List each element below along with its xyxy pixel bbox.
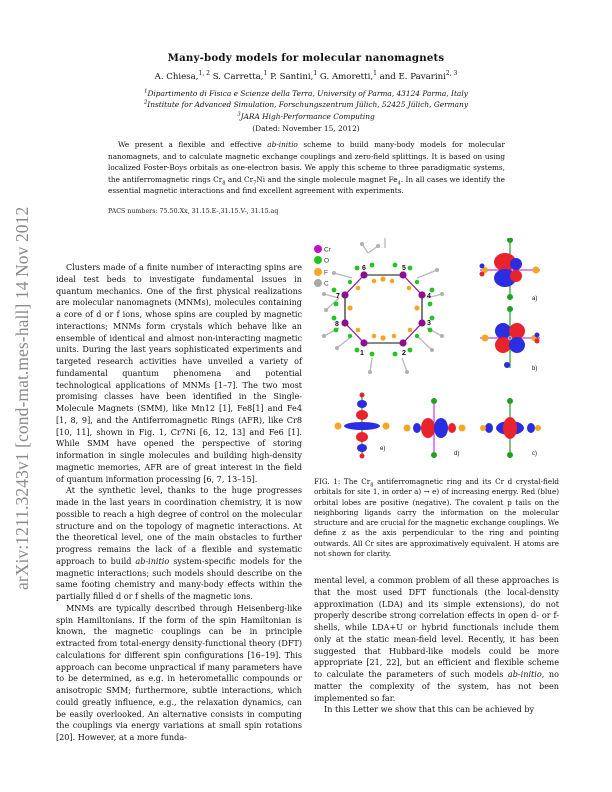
svg-text:2: 2 (402, 350, 406, 357)
author: and E. Pavarini$^{2, 3}$ (379, 70, 458, 82)
cr8-ring-orbitals-figure (312, 238, 558, 478)
author: P. Santini,$^1$ (270, 70, 318, 82)
paragraph: mental level, a common problem of all these approaches is that the most used DFT functionals (the local-density approximation (LDA) and its simple extensions), do not properly describe strong correlation effects in open d- or f-shells, while LDA+U or hybrid functionals include them only at the static mean-field level. Recently, it has been suggested that Hubbard-like models could be more appropriate [21, 22], but an efficient and flexible scheme to calculate the parameters of such models ab-initio, no matter the complexity of the system, has not been implemented so far. (314, 575, 559, 703)
panel-label-b: b) (532, 366, 538, 372)
paragraph: Clusters made of a finite number of interacting spins are ideal test beds to investigate fundamental issues in quantum mechanics. One of the first physical realizations are molecular nanomagnets (MNMs), molecules containing a core of d or f ions, whose spins are coupled by magnetic interactions; MNMs form crystals which behave like an ensemble of identical and almost non-interacting magnetic units. During the last years sophisticated experiments and targeted research activities have unveiled a variety of fundamental quantum phenomena and potential technological applications of MNMs [1–7]. The two most promising classes have been identified in the Single-Molecule Magnets (SMM), like Mn12 [1], Fe8[1] and Fe4 [1, 8, 9], and the Antiferromagnetic Rings (AFR), like Cr8 [10, 11], shown in Fig. 1, Cr7Ni [6, 12, 13] and Fe6 [1]. While SMM have opened the perspective of storing information in single molecules and building high-density magnetic memories, AFR are of great interest in the field of quantum information processing [6, 7, 13–15]. (56, 262, 302, 484)
svg-text:6: 6 (362, 265, 366, 272)
orbital-panel-a (480, 238, 541, 302)
legend-o: O (324, 257, 330, 265)
legend-cr: Cr (324, 246, 331, 254)
svg-text:7: 7 (336, 293, 340, 300)
pacs-numbers: PACS numbers: 75.50.Xx, 31.15.E-,31.15.V-, 31.15.aq (108, 208, 279, 215)
panel-label-e: e) (380, 446, 386, 452)
panel-label-a: a) (532, 296, 538, 302)
author: G. Amoretti,$^1$ (319, 70, 377, 82)
panel-label-d: d) (454, 451, 460, 457)
atom-legend (314, 245, 332, 288)
figure-1 (312, 238, 558, 478)
arxiv-identifier-stamp[interactable]: arXiv:1211.3243v1 [cond-mat.mes-hall] 14 Nov 2012 (12, 206, 32, 590)
paragraph: In this Letter we show that this can be achieved by (324, 704, 535, 715)
body-left-column (56, 262, 302, 744)
abstract: We present a flexible and effective ab-initio scheme to build many-body models for molecular nanomagnets, and to calculate magnetic exchange couplings and zero-field splittings. It is based on using localized Foster-Boys orbitals as one-electron basis. We apply this scheme to three paradigmatic systems, the antiferromagnetic rings $Cr_8$ and $Cr_7Ni$ and the single molecule magnet $Fe_4$. In all cases we identify the essential magnetic interactions and find excellent agreement with experiments. (108, 140, 505, 196)
svg-text:4: 4 (427, 293, 431, 300)
affiliation: $^2$Institute for Advanced Simulation, Forschungszentrum Jülich, 52425 Jülich, Germany (143, 99, 468, 109)
orbital-panel-c (480, 398, 541, 458)
date-line: (Dated: November 15, 2012) (252, 124, 360, 133)
svg-text:1: 1 (360, 350, 364, 357)
author-list (0, 72, 612, 82)
legend-f: F (324, 269, 328, 277)
author: S. Carretta,$^1$ (212, 70, 268, 82)
svg-text:8: 8 (335, 321, 339, 328)
svg-text:5: 5 (402, 265, 406, 272)
author: A. Chiesa,$^{1, 2}$ (154, 70, 210, 82)
orbital-panel-d (404, 398, 466, 458)
body-right-column (314, 575, 559, 716)
orbital-panel-e (335, 393, 390, 459)
svg-text:3: 3 (427, 320, 431, 327)
legend-c: C (324, 280, 329, 288)
affiliation: $^3$JARA High-Performance Computing (237, 111, 375, 121)
cr8-ring-structure (322, 238, 444, 374)
paragraph: At the synthetic level, thanks to the huge progresses made in the last years in coordination chemistry, it is now possible to reach a high degree of control on the molecular structure and on the topology of magnetic interactions. At the theoretical level, one of the main obstacles to further progress remains the lack of a flexible and systematic approach to build ab-initio system-specific models for the magnetic interactions; such models should describe on the same footing chemistry and many-body effects within the partially filled d or f shells of the magnetic ions. (56, 485, 302, 601)
paragraph: MNMs are typically described through Heisenberg-like spin Hamiltonians. If the form of the spin Hamiltonian is known, the magnetic couplings can be in principle extracted from total-energy density-functional theory (DFT) calculations for different spin configurations [16–19]. This approach can become unpractical if many parameters have to be determined, as e.g. in heterometallic compounds or anisotropic SMM; furthermore, subtle interactions, which could greatly influence, e.g., the relaxation dynamics, can be easily overlooked. An alternative consists in computing the couplings via energy variations at small spin rotations [20]. However, at a more funda- (56, 602, 302, 742)
orbital-panel-b (480, 306, 540, 372)
panel-label-c: c) (532, 451, 537, 457)
paper-title: Many-body models for molecular nanomagnets (167, 52, 445, 64)
affiliation: $^1$Dipartimento di Fisica e Scienze della Terra, University of Parma, 43124 Parma, Italy (144, 88, 468, 98)
figure-1-caption: FIG. 1: The $Cr_8$ antiferromagnetic ring and its Cr d crystal-field orbitals for site 1, in order a) → e) of increasing energy. Red (blue) orbital lobes are positive (negative). The covalent p tails on the neighboring ligands carry the information on the molecular structure and are crucial for the magnetic exchange couplings. We define z as the axis perpendicular to the ring and pointing outwards. All Cr sites are approximatively equivalent. H atoms are not shown for clarity. (314, 477, 559, 559)
